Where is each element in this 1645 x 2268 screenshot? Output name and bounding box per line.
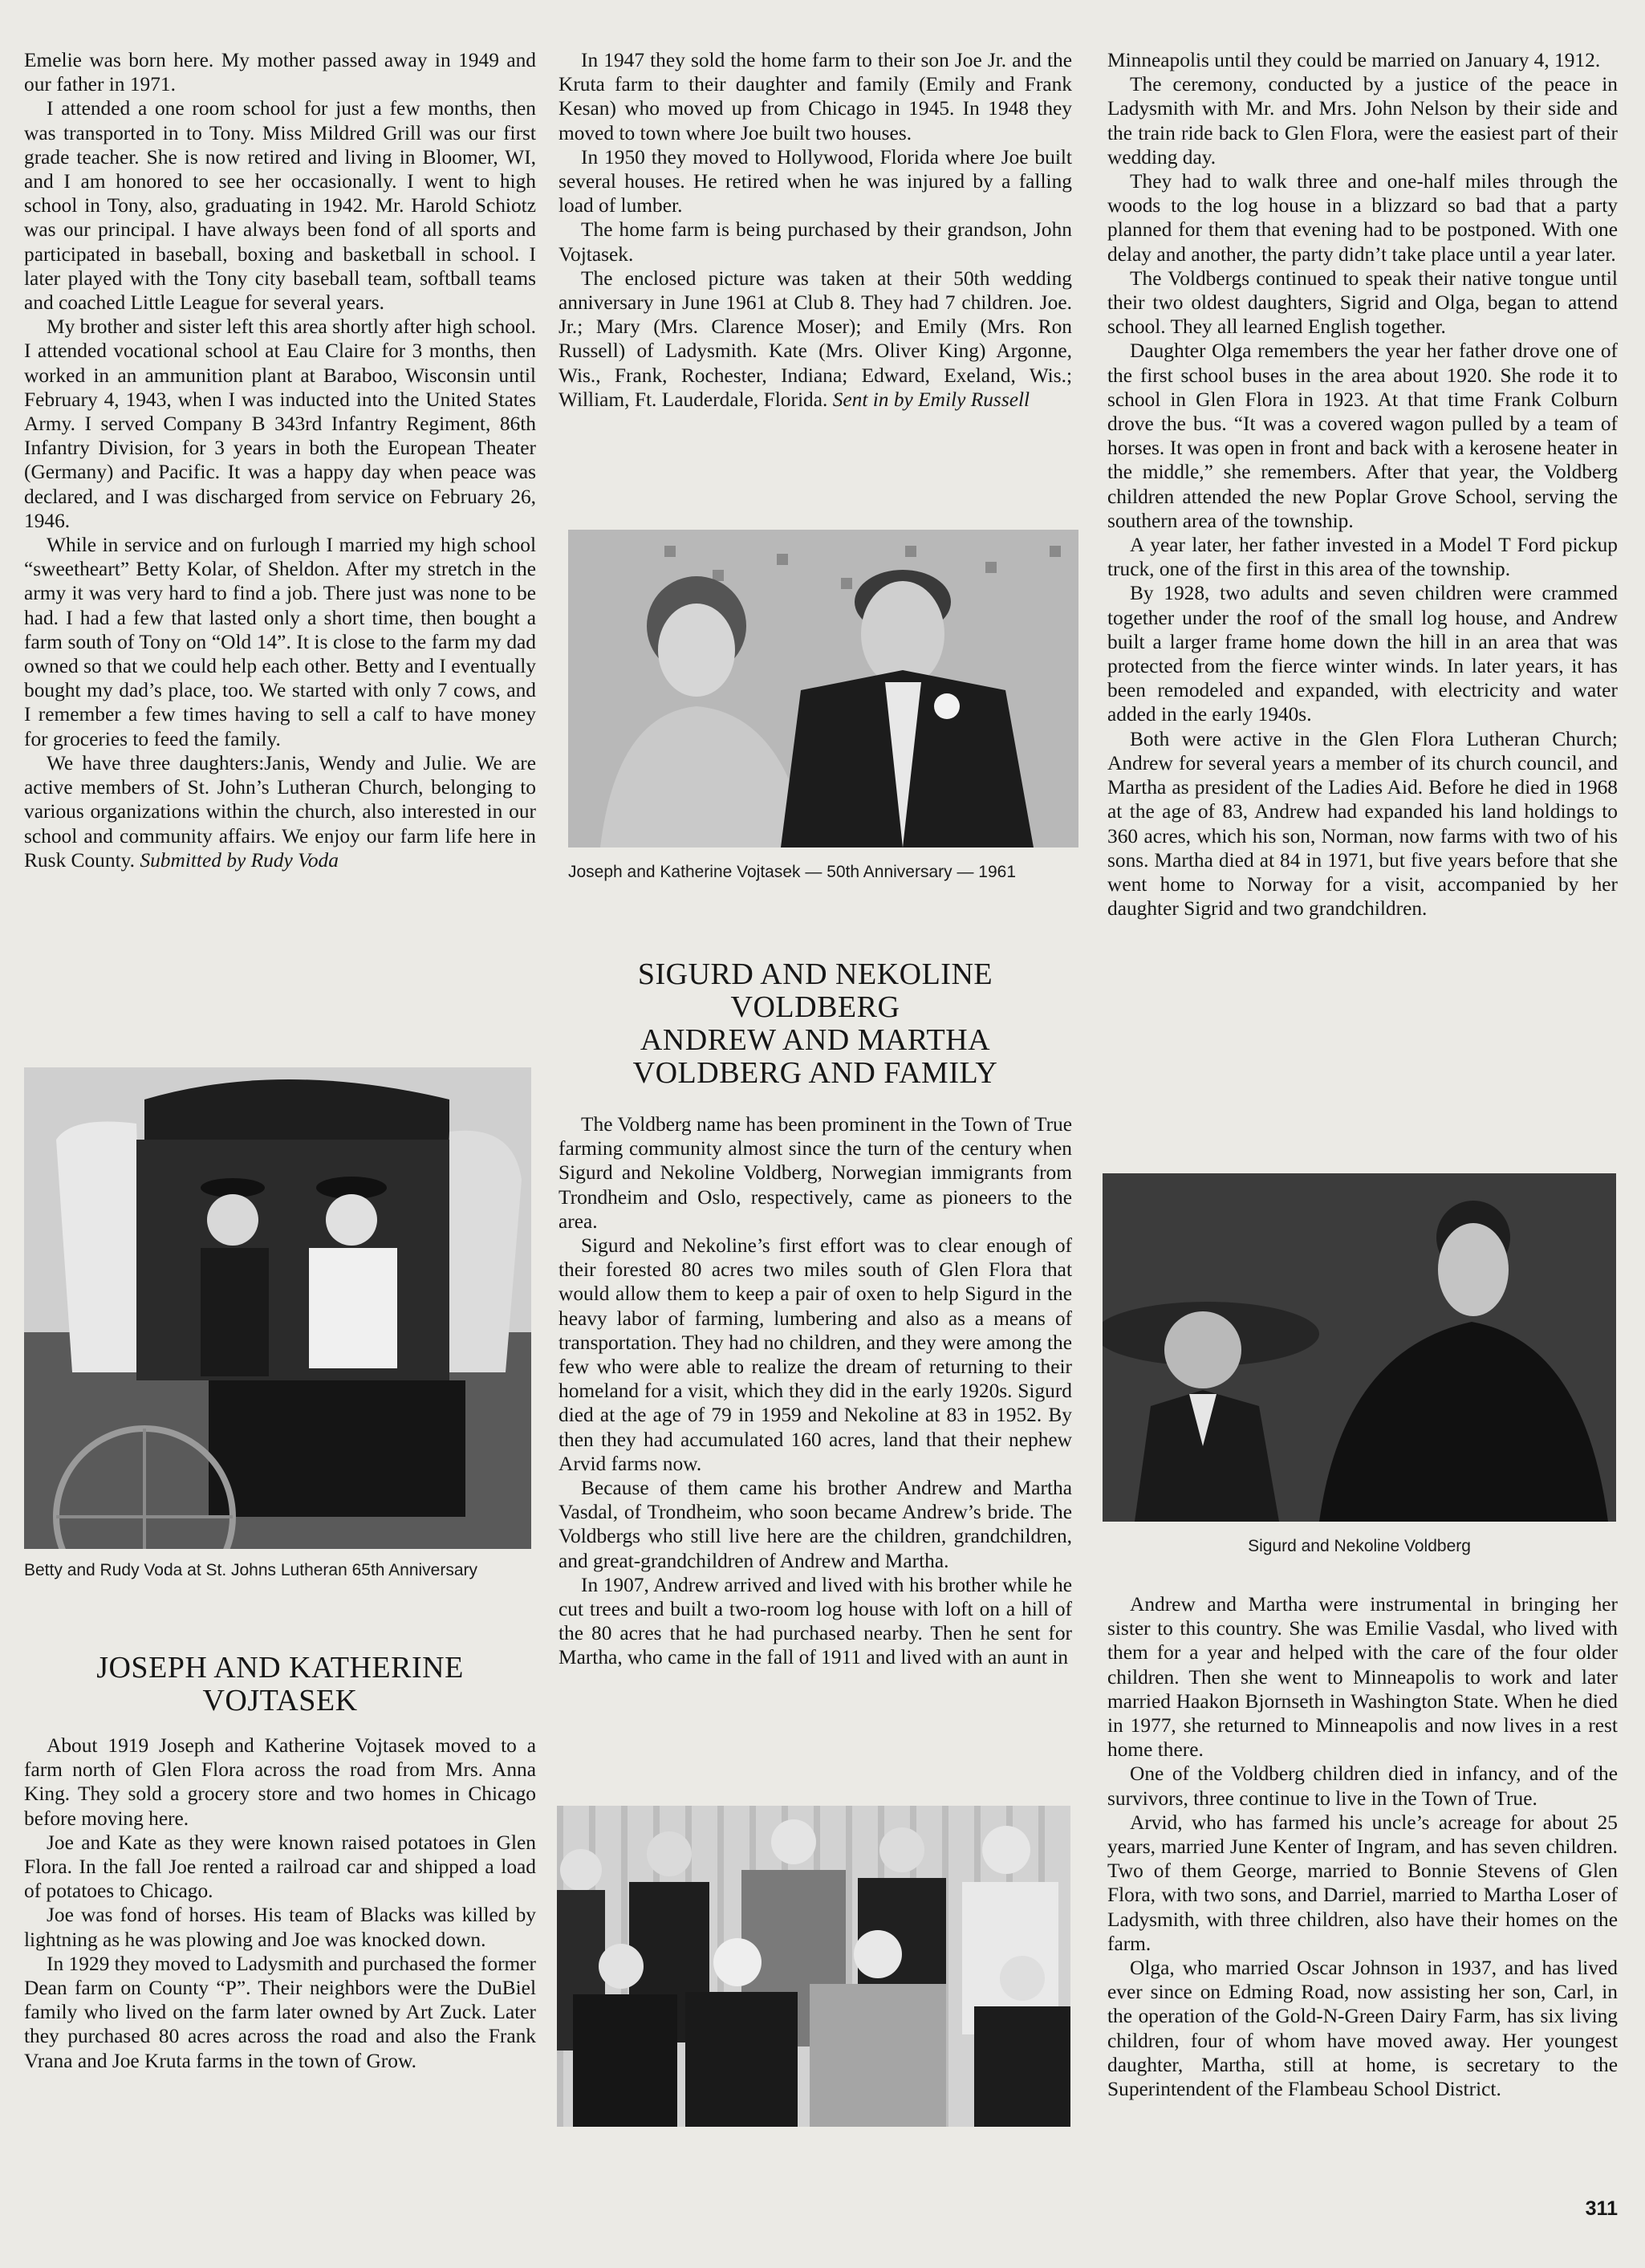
paragraph: Olga, who married Oscar Johnson in 1937, and has lived ever since on Edming Road, now assisting her son, Carl, in the operation of the Gold-N-Green Dairy Farm, has six living children, four of whom have moved away. Her youngest daughter, Martha, still at home, is secretary to the Superintendent of the Flambeau School District. <box>1107 1957 1618 2101</box>
paragraph <box>24 751 536 872</box>
paragraph <box>558 266 1072 412</box>
paragraph: Minneapolis until they could be married on January 4, 1912. <box>1107 49 1601 71</box>
paragraph: Joe was fond of horses. His team of Blacks was killed by lightning as he was plowing and Joe was knocked down. <box>24 1904 536 1951</box>
paragraph: The Voldbergs continued to speak their native tongue until their two oldest daughters, Sigrid and Olga, began to attend school. They all learned English together. <box>1107 266 1618 339</box>
paragraph: In 1950 they moved to Hollywood, Florida where Joe built several houses. He retired when he was injured by a falling load of lumber. <box>558 145 1072 217</box>
column-1-lower <box>24 1652 536 2073</box>
heading-line: ANDREW AND MARTHA <box>640 1023 991 1057</box>
paragraph: About 1919 Joseph and Katherine Vojtasek moved to a farm north of Glen Flora across the road from Mrs. Anna King. They sold a grocery store and two homes in Chicago before moving here. <box>24 1734 536 1830</box>
paragraph-text: We have three daughters:Janis, Wendy and Julie. We are active members of St. John’s Lutheran Church, belonging to various organizations within the church, also interested in our school and community affairs. We enjoy our farm life here in Rusk County. <box>24 751 536 872</box>
heading-line: VOLDBERG AND FAMILY <box>632 1056 998 1090</box>
column-3 <box>1107 48 1618 921</box>
heading-line: SIGURD AND NEKOLINE <box>637 957 993 991</box>
paragraph: In 1947 they sold the home farm to their son Joe Jr. and the Kruta farm to their daughter and family (Emily and Frank Kesan) who moved up from Chicago in 1945. In 1948 they moved to town where Joe built two houses. <box>558 49 1072 144</box>
paragraph: My brother and sister left this area shortly after high school. I attended vocational school at Eau Claire for 3 months, then worked in an ammunition plant at Baraboo, Wisconsin until February 4, 1943, when I was inducted into the United States Army. I served Company B 343rd Infantry Regiment, 86th Infantry Division, for 3 years in both the European Theater (Germany) and Pacific. It was a happy day when peace was declared, and I was discharged from service on February 26, 1946. <box>24 315 536 532</box>
paragraph: Both were active in the Glen Flora Lutheran Church; Andrew for several years a member of its church council, and Martha as president of the Ladies Aid. Before he died in 1968 at the age of 83, Andrew had expanded his land holdings to 360 acres, which his son, Norman, now farms with two of his sons. Martha died at 84 in 1971, but five years before that she went home to Norway for a visit, accompanied by her daughter Sigrid and two grandchildren. <box>1107 727 1618 921</box>
paragraph: The Voldberg name has been prominent in the Town of True farming community almost since the turn of the century when Sigurd and Nekoline Voldberg, Norwegian immigrants from Trondheim and Oslo, respectively, came as pioneers to the area. <box>558 1113 1072 1233</box>
family-photo-image <box>557 1806 1070 2127</box>
paragraph: Sigurd and Nekoline’s first effort was to clear enough of their forested 80 acres two miles south of Glen Flora that would allow them to keep a pair of oxen to help Sigurd in the heavy labor of farming, lumbering and also as a means of transportation. They had no children, and they were among the few who were able to realize the dream of returning to their homeland for a visit, which they did in the early 1920s. Sigurd died at the age of 79 in 1959 and Nekoline at 83 in 1952. By then they had accumulated 160 acres, land that their nephew Arvid farms now. <box>558 1234 1072 1475</box>
section-heading: JOSEPH AND KATHERINE VOJTASEK <box>96 1651 464 1717</box>
signature-credit: Sent in by Emily Russell <box>832 388 1030 411</box>
paragraph: The ceremony, conducted by a justice of the peace in Ladysmith with Mr. and Mrs. John Nelson by their side and the train ride back to Glen Flora, were the easiest part of their wedding day. <box>1107 73 1618 169</box>
photo-voldberg-portrait <box>1103 1173 1616 1522</box>
page-number: 311 <box>1585 2197 1618 2220</box>
paragraph: Joe and Kate as they were known raised potatoes in Glen Flora. In the fall Joe rented a railroad car and shipped a load of potatoes to Chicago. <box>24 1831 536 1903</box>
paragraph-text: The enclosed picture was taken at their 50th wedding anniversary in June 1961 at Club 8. They had 7 children. Joe. Jr.; Mary (Mrs. Clarence Moser); and Emily (Mrs. Ron Russell) of Ladysmith. Kate (Mrs. Oliver King) Argonne, Wis., Frank, Rochester, Indiana; Edward, Exeland, Wis.; William, Ft. Lauderdale, Florida. <box>558 266 1072 411</box>
column-2 <box>558 48 1072 412</box>
paragraph: A year later, her father invested in a Model T Ford pickup truck, one of the first in this area of the township. <box>1107 534 1618 581</box>
column-2-lower <box>558 958 1072 1670</box>
photo-buggy <box>24 1067 531 1549</box>
paragraph: They had to walk three and one-half miles through the woods to the log house in a blizzard so bad that a party planned for them that evening had to be postponed. With one delay and another, the party didn’t take place until a year later. <box>1107 170 1618 266</box>
signature-credit: Submitted by Rudy Voda <box>140 848 339 872</box>
heading-line: VOLDBERG <box>730 990 900 1024</box>
photo-caption: Betty and Rudy Voda at St. Johns Lutheran 65th Anniversary <box>24 1561 478 1579</box>
paragraph: Arvid, who has farmed his uncle’s acreage for about 25 years, married June Kenter of Ingram, and has seven children. Two of them George, married to Bonnie Stevens of Glen Flora, with two sons, and Darriel, married to Martha Loser of Ladysmith, with three children, also have their homes on the farm. <box>1107 1811 1618 1955</box>
section-heading <box>558 958 1072 1090</box>
column-1 <box>24 48 536 872</box>
paragraph: In 1907, Andrew arrived and lived with his brother while he cut trees and built a two-room log house with loft on a hill of the 80 acres that he had purchased nearby. Then he sent for Martha, who came in the fall of 1911 and lived with an aunt in <box>558 1573 1072 1669</box>
paragraph: Daughter Olga remembers the year her father drove one of the first school buses in the area about 1920. She rode it to school in Glen Flora in 1923. At that time Frank Colburn drove the bus. “It was a covered wagon pulled by a team of horses. It was open in front and back with a kerosene heater in the middle,” she remembers. After that year, the Voldberg children attended the new Poplar Grove School, serving the southern area of the township. <box>1107 339 1618 532</box>
paragraph: The home farm is being purchased by their grandson, John Vojtasek. <box>558 218 1072 266</box>
photo-family-group <box>557 1806 1070 2127</box>
column-3-lower <box>1107 1592 1618 2101</box>
paragraph: One of the Voldberg children died in infancy, and of the survivors, three continue to live in the Town of True. <box>1107 1762 1618 1810</box>
paragraph: Emelie was born here. My mother passed away in 1949 and our father in 1971. <box>24 49 536 96</box>
photo-vojtasek <box>568 530 1078 847</box>
paragraph: By 1928, two adults and seven children were crammed together under the roof of the small log house, and Andrew built a larger frame home down the hill in an area that was protected from the fierce winter winds. In later years, it has been remodeled and expanded, with electricity and water added in the early 1940s. <box>1107 582 1618 726</box>
paragraph: While in service and on furlough I married my high school “sweetheart” Betty Kolar, of Sheldon. After my stretch in the army it was very hard to find a job. There just was none to be had. I had a few that lasted only a short time, then bought a farm south of Tony on “Old 14”. It is close to the farm my dad owned so that we could help each other. Betty and I eventually bought my dad’s place, too. We started with only 7 cows, and I remember a few times having to sell a calf to have money for groceries to feed the family. <box>24 534 536 750</box>
vojtasek-photo-image <box>568 530 1078 847</box>
paragraph: Andrew and Martha were instrumental in bringing her sister to this country. She was Emilie Vasdal, who lived with them for a year and helped with the care of the four older children. Then she went to Minneapolis to work and later married Haakon Bjornseth in Washington State. When he died in 1977, she returned to Minneapolis and now lives in a rest home there. <box>1107 1593 1618 1762</box>
buggy-photo-image <box>24 1067 531 1549</box>
voldberg-photo-image <box>1103 1173 1616 1522</box>
paragraph: Because of them came his brother Andrew and Martha Vasdal, of Trondheim, who soon became Andrew’s bride. The Voldbergs who still live here are the children, grandchildren, and great-grandchildren of Andrew and Martha. <box>558 1477 1072 1572</box>
photo-caption: Sigurd and Nekoline Voldberg <box>1248 1537 1471 1555</box>
photo-caption: Joseph and Katherine Vojtasek — 50th Anniversary — 1961 <box>568 863 1017 881</box>
paragraph: In 1929 they moved to Ladysmith and purchased the former Dean farm on County “P”. Their neighbors were the DuBiel family who lived on the farm later owned by Art Zuck. Later they purchased 80 acres across the road and also the Frank Vrana and Joe Kruta farms in the town of Grow. <box>24 1952 536 2072</box>
paragraph: I attended a one room school for just a few months, then was transported in to Tony. Miss Mildred Grill was our first grade teacher. She is now retired and living in Bloomer, WI, and I am honored to see her occasionally. I went to high school in Tony, also, graduating in 1942. Mr. Harold Schiotz was our principal. I have always been fond of all sports and participated in baseball, boxing and basketball in school. I later played with the Tony city baseball team, softball teams and coached Little League for several years. <box>24 97 536 315</box>
